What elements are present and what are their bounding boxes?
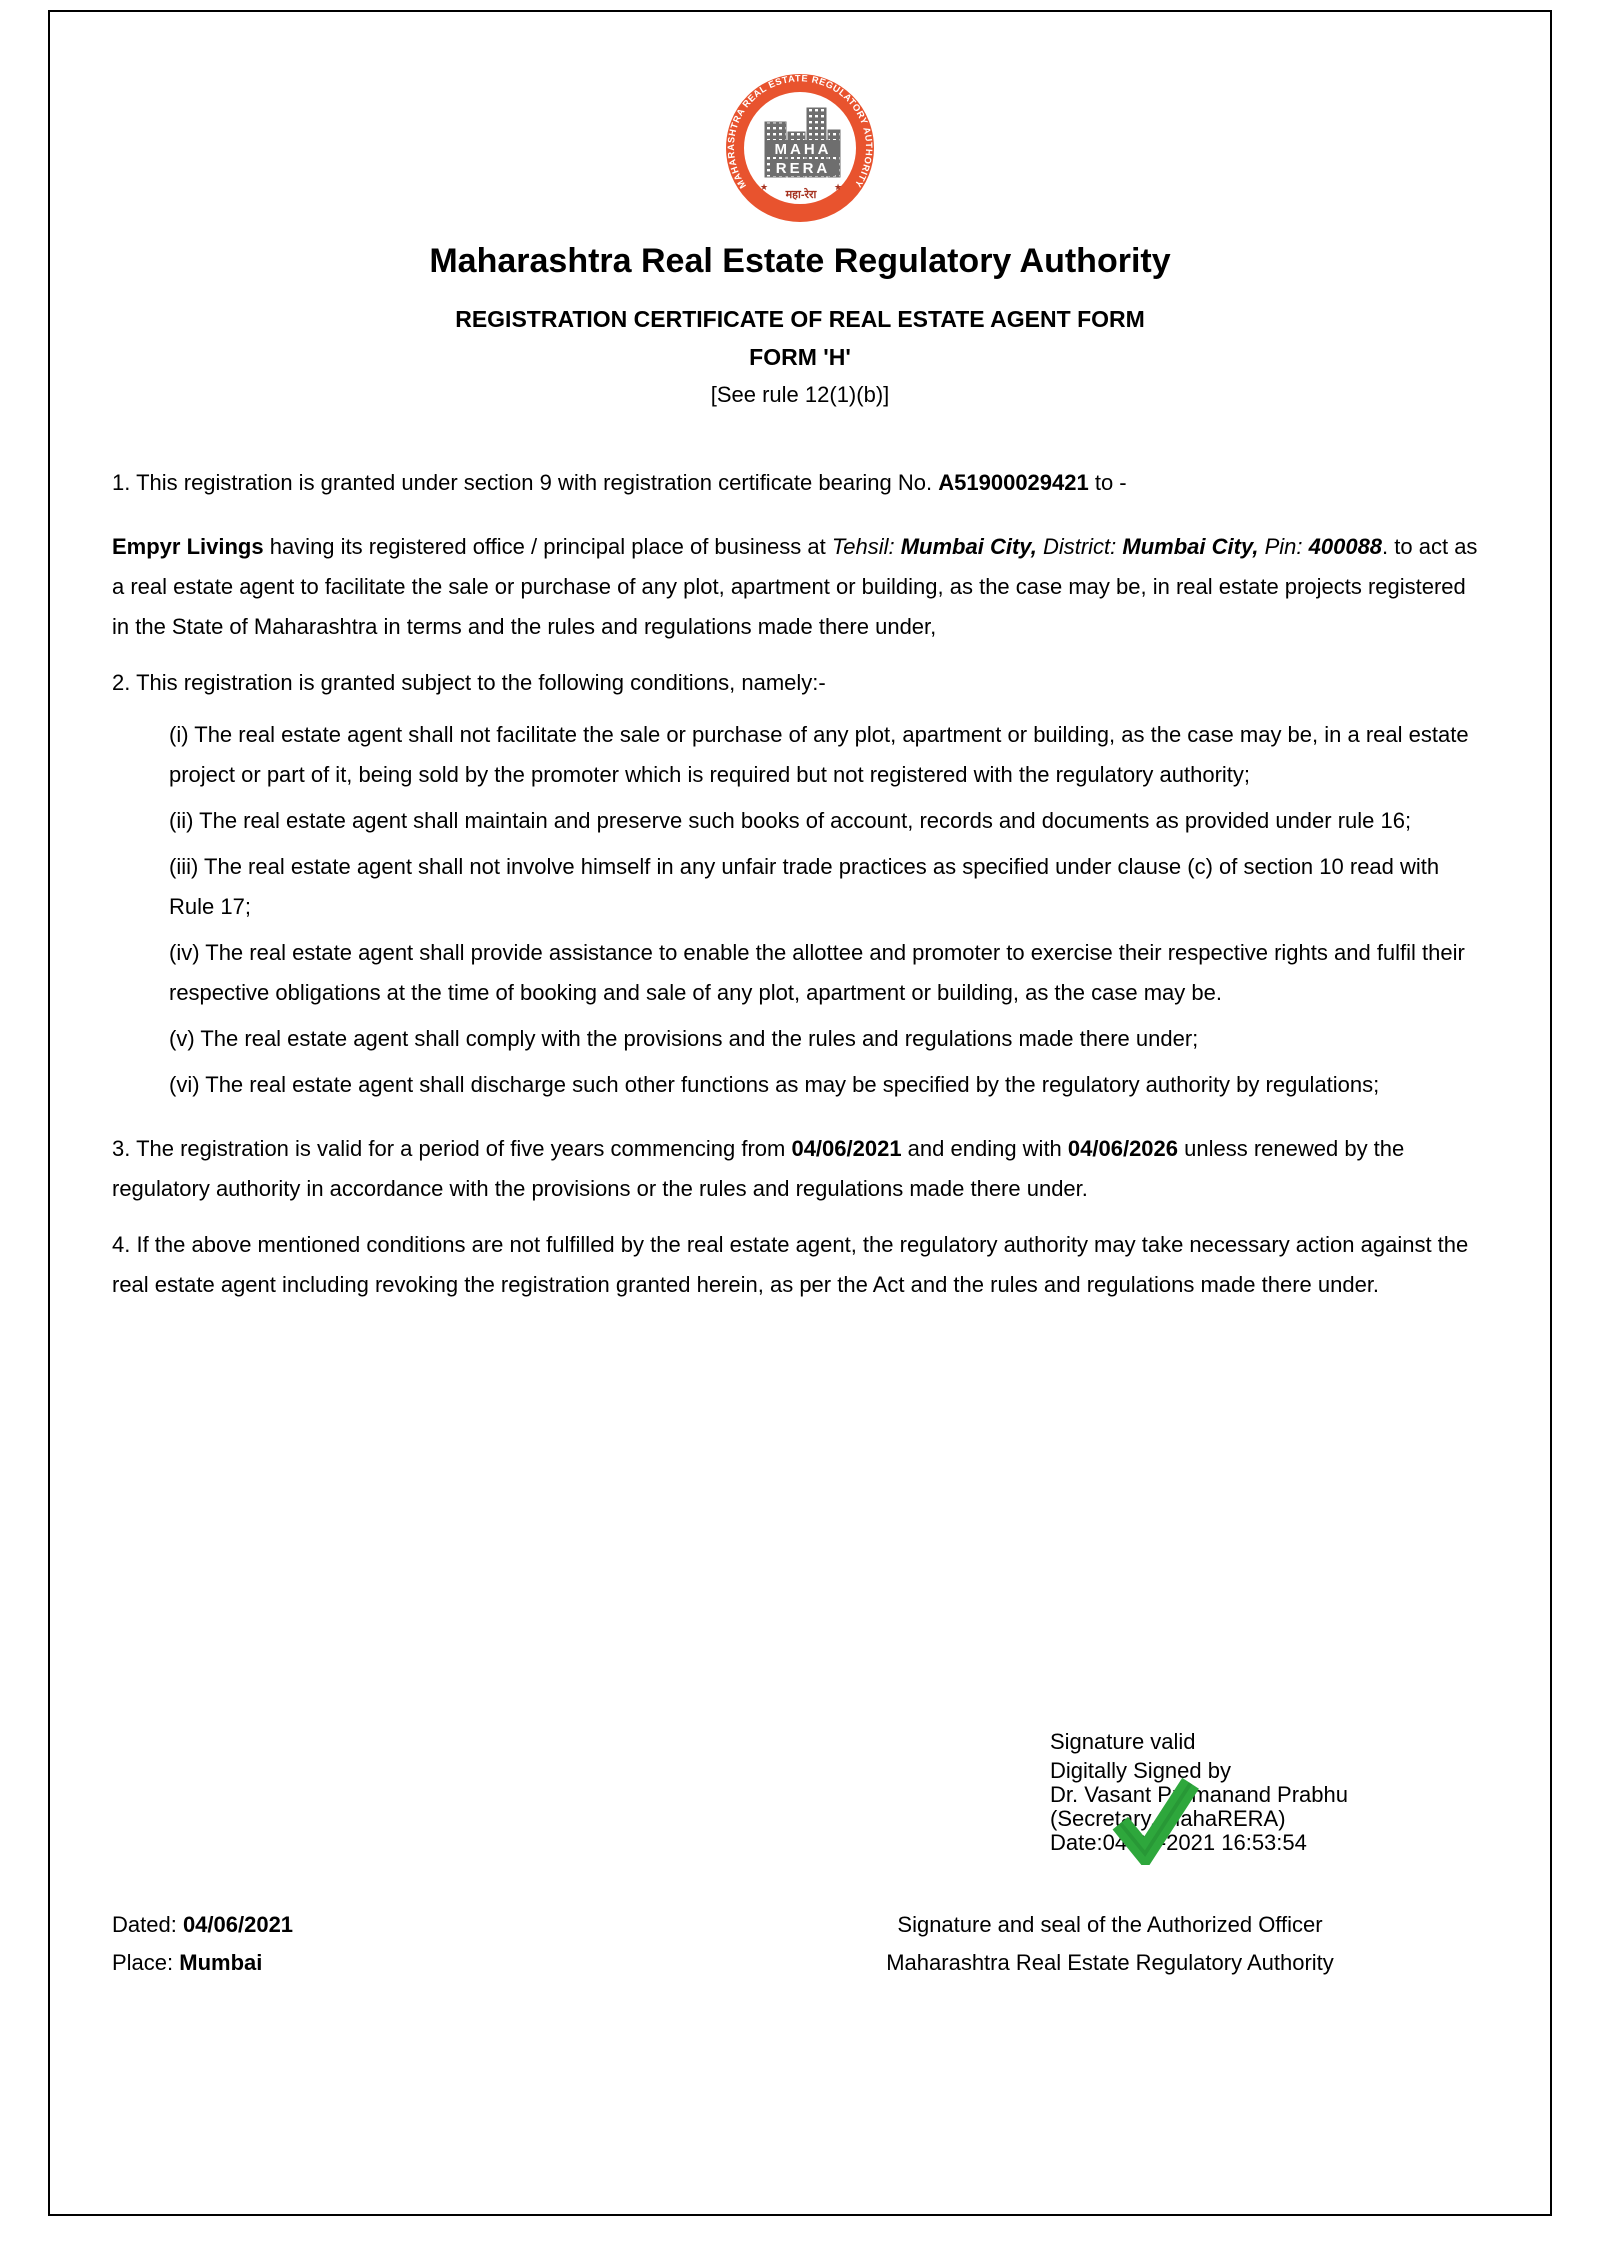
logo-star-left: ★ bbox=[759, 182, 769, 192]
footer-date-place bbox=[112, 1906, 293, 1982]
para-conditions-intro: 2. This registration is granted subject to the following conditions, namely:- bbox=[112, 670, 826, 695]
signature-datetime: Date:04-06-2021 16:53:54 bbox=[1050, 1830, 1307, 1855]
logo-ring-text: MAHARASHTRA REAL ESTATE REGULATORY AUTHORITY bbox=[725, 73, 875, 191]
condition-iii: (iii) The real estate agent shall not involve himself in any unfair trade practices as specified under clause (c) of section 10 read with Rule 17; bbox=[169, 854, 1440, 919]
page-title: Maharashtra Real Estate Regulatory Authority bbox=[429, 242, 1171, 280]
dated-line bbox=[112, 1906, 293, 1944]
pin-value: 400088 bbox=[1308, 534, 1383, 559]
condition-iv: (iv) The real estate agent shall provide assistance to enable the allottee and promoter to exercise their respective rights and fulfil their respective obligations at the time of booking and sale of any plot, apartment or building, as the case may be. bbox=[169, 940, 1465, 1005]
dated-value: 04/06/2021 bbox=[182, 1912, 294, 1937]
condition-i: (i) The real estate agent shall not facilitate the sale or purchase of any plot, apartment or building, as the case may be, in a real estate project or part of it, being sold by the promoter which is required but not registered with the regulatory authority; bbox=[169, 722, 1469, 787]
place-label: Place: bbox=[112, 1950, 180, 1975]
authority-name-line: Maharashtra Real Estate Regulatory Authority bbox=[886, 1950, 1334, 1975]
tehsil-value: Mumbai City, bbox=[900, 534, 1037, 559]
maharera-logo-icon bbox=[724, 72, 876, 224]
certificate-body bbox=[50, 463, 1550, 1305]
place-line bbox=[112, 1944, 293, 1982]
dated-label: Dated: bbox=[112, 1912, 183, 1937]
place-value: Mumbai bbox=[179, 1950, 263, 1975]
district-label: District: bbox=[1036, 534, 1123, 559]
digital-signature-block bbox=[1050, 1730, 1410, 1855]
logo-container bbox=[50, 72, 1550, 229]
para1-text: 1. This registration is granted under section 9 with registration certificate bearing No. bbox=[112, 470, 939, 495]
para-revocation: 4. If the above mentioned conditions are not fulfilled by the real estate agent, the regulatory authority may take necessary action against the real estate agent including revoking the registration granted herein, as per the Act and the rules and regulations made there under. bbox=[112, 1232, 1469, 1297]
para2-s1: having its registered office / principal place of business at bbox=[263, 534, 832, 559]
signature-signer-role: (Secretary, MahaRERA) bbox=[1050, 1806, 1286, 1831]
signature-signer-name: Dr. Vasant Premanand Prabhu bbox=[1050, 1782, 1348, 1807]
para3-s3: unless renewed by the regulatory authority in accordance with the provisions or the rules and regulations made there under. bbox=[112, 1136, 1405, 1201]
para2-s2: . to act as a real estate agent to facilitate the sale or purchase of any plot, apartment or building, as the case may be, in real estate projects registered in the State of Maharashtra in terms and the rules and regulations made there under, bbox=[112, 534, 1478, 639]
certificate-heading: REGISTRATION CERTIFICATE OF REAL ESTATE AGENT FORM bbox=[455, 306, 1145, 332]
para3-s2: and ending with bbox=[901, 1136, 1068, 1161]
condition-vi: (vi) The real estate agent shall discharge such other functions as may be specified by the regulatory authority by regulations; bbox=[169, 1072, 1380, 1097]
condition-v: (v) The real estate agent shall comply with the provisions and the rules and regulations made there under; bbox=[169, 1026, 1199, 1051]
para3-s1: 3. The registration is valid for a period of five years commencing from bbox=[112, 1136, 792, 1161]
certificate-page bbox=[48, 10, 1552, 2216]
validity-end-date: 04/06/2026 bbox=[1067, 1136, 1179, 1161]
para-agent-details bbox=[112, 527, 1488, 647]
form-name: FORM 'H' bbox=[749, 344, 851, 370]
validity-start-date: 04/06/2021 bbox=[791, 1136, 902, 1161]
para1-tail: to - bbox=[1088, 470, 1127, 495]
pin-label: Pin: bbox=[1258, 534, 1309, 559]
agent-name: Empyr Livings bbox=[112, 534, 264, 559]
logo-hindi-text: महा-रेरा bbox=[785, 189, 817, 201]
authorized-officer-line: Signature and seal of the Authorized Officer bbox=[897, 1912, 1323, 1937]
logo-rera-text: RERA bbox=[775, 160, 831, 177]
logo-maha-text: MAHA bbox=[774, 141, 832, 158]
certificate-number: A51900029421 bbox=[938, 470, 1089, 495]
signature-valid-text: Signature valid bbox=[1050, 1729, 1196, 1754]
para-registration-grant bbox=[112, 463, 1488, 503]
rule-reference: [See rule 12(1)(b)] bbox=[710, 382, 890, 407]
footer-authority-signature bbox=[840, 1906, 1380, 1982]
district-value: Mumbai City, bbox=[1122, 534, 1259, 559]
para-validity bbox=[112, 1129, 1488, 1209]
tehsil-label: Tehsil: bbox=[831, 534, 901, 559]
condition-ii: (ii) The real estate agent shall maintain and preserve such books of account, records and documents as provided under rule 16; bbox=[169, 808, 1412, 833]
signature-line-1: Digitally Signed by bbox=[1050, 1758, 1231, 1783]
logo-star-right: ★ bbox=[833, 182, 843, 192]
